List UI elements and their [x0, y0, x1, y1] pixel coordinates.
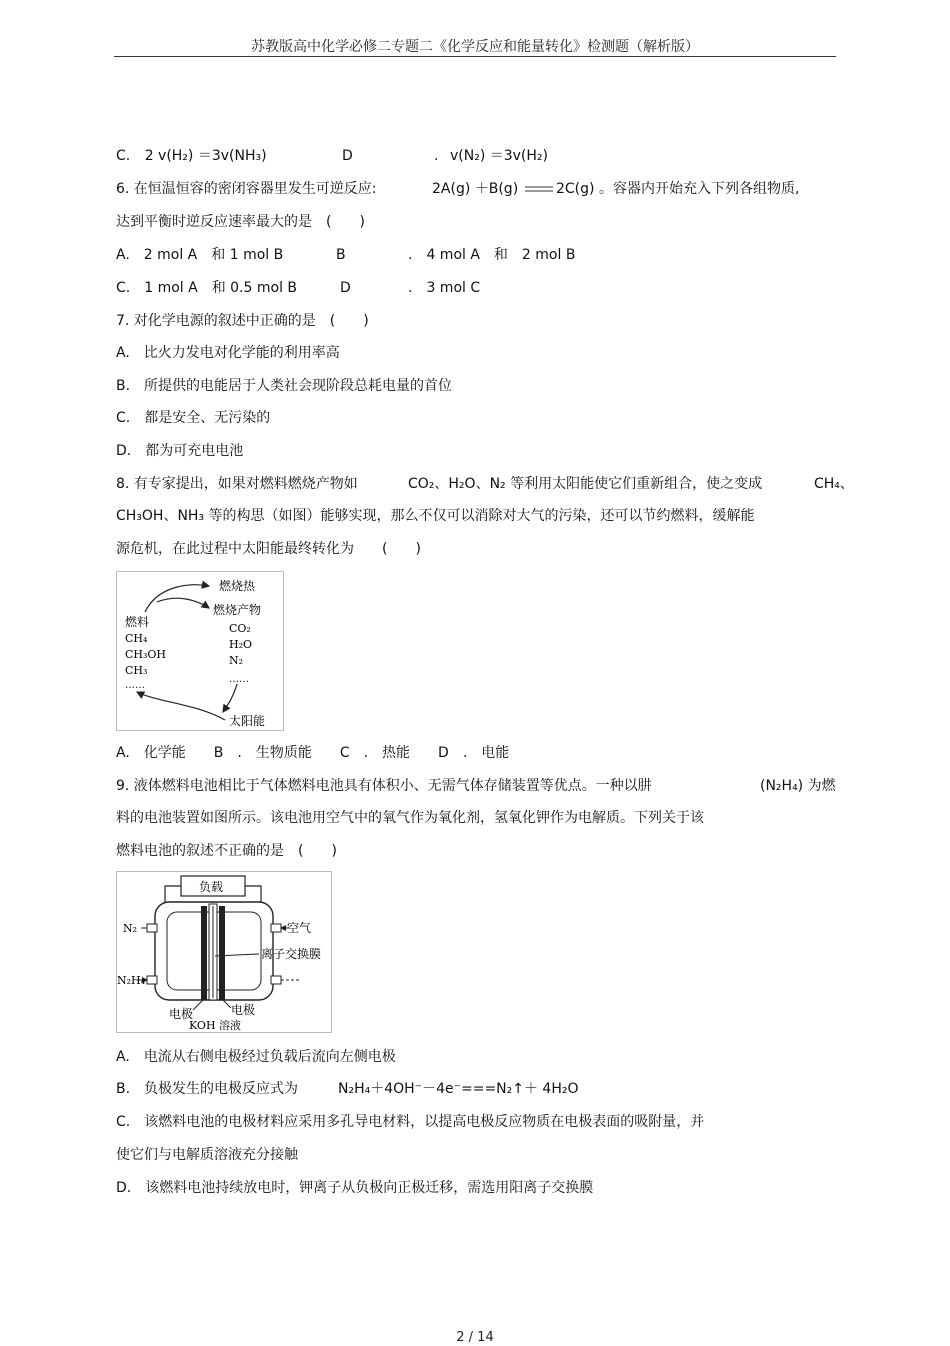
- q9-option-b: [116, 1080, 579, 1098]
- q6-stem-line2: 达到平衡时逆反应速率最大的是 ( ): [116, 214, 365, 230]
- electrode-right-plate: [219, 906, 225, 1000]
- label-n2h4: N₂H₄: [117, 974, 146, 987]
- port-air: [271, 924, 281, 932]
- q6-stem-line1: [116, 180, 800, 198]
- label-membrane: 离子交换膜: [261, 947, 322, 961]
- q7-stem: 7. 对化学电源的叙述中正确的是 ( ): [116, 313, 369, 329]
- q6-eq-right: 2C(g) 。容器内开始充入下列各组物质,: [556, 181, 800, 197]
- q6-option-d-letter: D: [340, 280, 351, 296]
- q6-option-c: C. 1 mol A 和 0.5 mol B: [116, 280, 298, 296]
- label-combustion-heat: 燃烧热: [219, 579, 256, 593]
- fuel-item-2: CH₃OH: [125, 648, 167, 661]
- q6-options-ab: [116, 246, 576, 264]
- label-electrode-right: 电极: [231, 1003, 256, 1017]
- solar-recombination-arrow: [137, 692, 225, 720]
- q9-stem-line1: [116, 777, 836, 795]
- q5-option-d-expr: v(N₂) ＝3v(H₂): [450, 148, 548, 164]
- q5-option-c-label: C.: [116, 148, 131, 164]
- q8-stem-line3: 源危机，在此过程中太阳能最终转化为 ( ): [116, 541, 421, 557]
- product-item-4: ……: [229, 674, 249, 685]
- label-air: 空气: [287, 921, 312, 935]
- q7-option-c: C. 都是安全、无污染的: [116, 410, 271, 426]
- q8-stem-line1: [116, 475, 854, 493]
- q8-stem-a: 8. 有专家提出，如果对燃料燃烧产物如: [116, 476, 358, 492]
- q6-option-b-letter: B: [336, 247, 346, 263]
- q6-option-d: . 3 mol C: [408, 280, 481, 296]
- fuel-item-1: CH₄: [125, 632, 148, 645]
- q9-stem-line3: 燃料电池的叙述不正确的是 ( ): [116, 843, 337, 859]
- q5-options-cd: [116, 147, 548, 165]
- reversible-arrow-icon: [524, 184, 554, 194]
- q6-option-b: . 4 mol A 和 2 mol B: [408, 247, 576, 263]
- electrode-right-pointer: [223, 1000, 231, 1008]
- q9-option-c-line1: C. 该燃料电池的电极材料应采用多孔导电材料，以提高电极反应物质在电极表面的吸附量，并: [116, 1114, 705, 1130]
- q5-option-c-expr: 2 v(H₂) ＝3v(NH₃): [144, 148, 267, 164]
- q9-option-b-equation: N₂H₄＋4OH⁻－4e⁻===N₂↑＋ 4H₂O: [338, 1081, 579, 1097]
- label-electrode-left: 电极: [169, 1007, 194, 1021]
- q9-stem-line2: 料的电池装置如图所示。该电池用空气中的氧气作为氧化剂，氢氧化钾作为电解质。下列关于该: [116, 810, 704, 826]
- wire-left: [165, 886, 181, 902]
- port-n2h4: [147, 976, 157, 984]
- q8-stem-c: CH₄、: [814, 476, 854, 492]
- q9-stem-b: (N₂H₄) 为燃: [760, 778, 836, 794]
- q9-option-c-line2: 使它们与电解质溶液充分接触: [116, 1147, 298, 1163]
- electrode-left-plate: [201, 906, 207, 1000]
- fuel-item-3: CH₃: [125, 664, 148, 677]
- q8-stem-b: CO₂、H₂O、N₂ 等利用太阳能使它们重新组合，使之变成: [408, 476, 763, 492]
- q9-option-d: D. 该燃料电池持续放电时，钾离子从负极向正极迁移，需选用阳离子交换膜: [116, 1180, 594, 1196]
- q8-stem-line2: CH₃OH、NH₃ 等的构思（如图）能够实现，那么不仅可以消除对大气的污染，还可以节约燃料，缓解能: [116, 508, 755, 524]
- solar-input-arrow: [223, 684, 237, 712]
- q9-stem-a: 9. 液体燃料电池相比于气体燃料电池具有体积小、无需气体存储装置等优点。一种以肼: [116, 778, 652, 794]
- fuel-to-products-arrow: [157, 598, 209, 608]
- header-rule: [114, 56, 836, 57]
- fuel-item-4: ……: [125, 680, 145, 691]
- page-header-title: 苏教版高中化学必修二专题二《化学反应和能量转化》检测题（解析版）: [251, 39, 699, 55]
- electrode-left-pointer: [193, 1000, 203, 1010]
- q8-figure-svg: [117, 572, 283, 730]
- q5-option-d-letter: D: [342, 148, 353, 164]
- q6-option-a: A. 2 mol A 和 1 mol B: [116, 247, 284, 263]
- label-n2: N₂: [123, 922, 138, 935]
- label-solar-energy: 太阳能: [229, 714, 266, 728]
- q7-option-d: D. 都为可充电电池: [116, 443, 244, 459]
- port-n2: [147, 924, 157, 932]
- label-fuel: 燃料: [125, 615, 150, 629]
- wire-right: [245, 886, 261, 902]
- q9-figure-svg: [117, 872, 331, 1032]
- q7-option-a: A. 比火力发电对化学能的利用率高: [116, 345, 340, 361]
- label-koh: KOH 溶液: [189, 1019, 242, 1032]
- q6-eq-left: 2A(g) ＋B(g): [432, 181, 519, 197]
- product-item-2: H₂O: [229, 638, 253, 651]
- q9-option-b-prefix: B. 负极发生的电极反应式为: [116, 1081, 299, 1097]
- q7-option-b: B. 所提供的电能居于人类社会现阶段总耗电量的首位: [116, 378, 453, 394]
- q9-fuel-cell-figure: [116, 871, 332, 1033]
- label-combustion-products: 燃烧产物: [213, 603, 262, 617]
- product-item-3: N₂: [229, 654, 244, 667]
- port-out: [271, 976, 281, 984]
- q8-options: A. 化学能 B . 生物质能 C . 热能 D . 电能: [116, 745, 510, 761]
- q6-options-cd: [116, 279, 481, 297]
- q9-option-a: A. 电流从右侧电极经过负载后流向左侧电极: [116, 1049, 396, 1065]
- product-item-1: CO₂: [229, 622, 251, 635]
- label-load: 负载: [199, 880, 224, 894]
- q6-stem: 6. 在恒温恒容的密闭容器里发生可逆反应:: [116, 181, 377, 197]
- page-number: 2 / 14: [456, 1330, 494, 1345]
- q8-energy-cycle-figure: [116, 571, 284, 731]
- q5-option-d-dot: .: [434, 148, 439, 164]
